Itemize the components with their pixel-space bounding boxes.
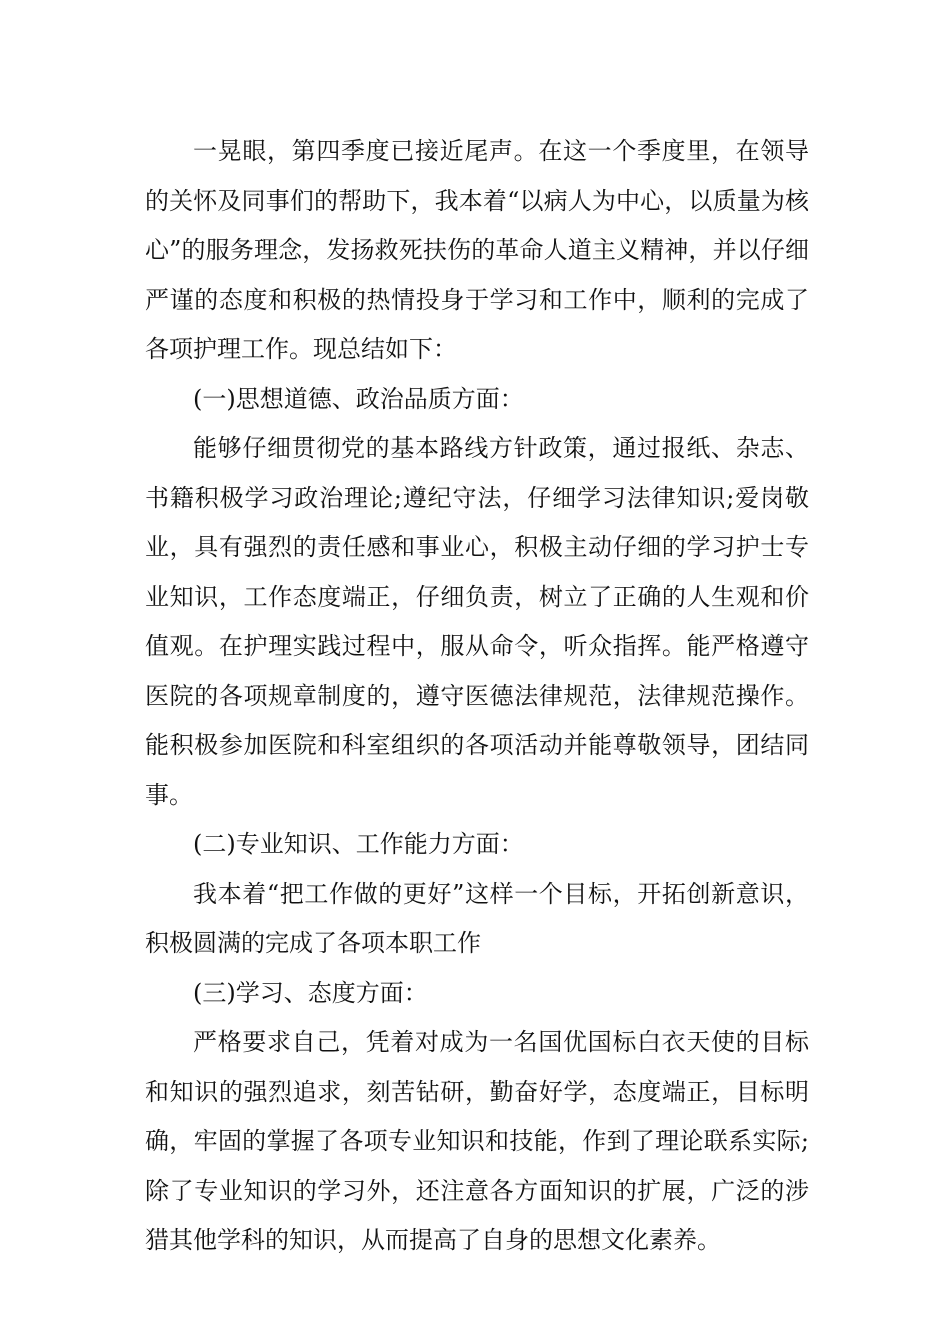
document-body: [145, 127, 809, 1266]
section-heading-study-attitude: (三)学习、态度方面：: [193, 978, 428, 1007]
section-heading-professional-ability: (二)专业知识、工作能力方面：: [193, 830, 524, 858]
paragraph-professional-ability: 我本着“把工作做的更好”这样一个目标，开拓创新意识，积极圆满的完成了各项本职工作: [145, 879, 809, 957]
paragraph-study-attitude: 严格要求自己，凭着对成为一名国优国标白衣天使的目标和知识的强烈追求，刻苦钻研，勤奋好学，态度端正，目标明确，牢固的掌握了各项专业知识和技能，作到了理论联系实际;除了专业知识的学习外，还注意各方面知识的扩展，广泛的涉猎其他学科的知识，从而提高了自身的思想文化素养。: [145, 1028, 809, 1254]
paragraph-intro: 一晃眼，第四季度已接近尾声。在这一个季度里，在领导的关怀及同事们的帮助下，我本着“以病人为中心，以质量为核心”的服务理念，发扬救死扶伤的革命人道主义精神，并以仔细严谨的态度和积极的热情投身于学习和工作中，顺利的完成了各项护理工作。现总结如下：: [145, 137, 809, 363]
section-heading-moral-political: (一)思想道德、政治品质方面：: [193, 384, 524, 413]
paragraph-moral-political: 能够仔细贯彻党的基本路线方针政策，通过报纸、杂志、书籍积极学习政治理论;遵纪守法，仔细学习法律知识;爱岗敬业，具有强烈的责任感和事业心，积极主动仔细的学习护士专业知识，工作态度端正，仔细负责，树立了正确的人生观和价值观。在护理实践过程中，服从命令，听众指挥。能严格遵守医院的各项规章制度的，遵守医德法律规范，法律规范操作。能积极参加医院和科室组织的各项活动并能尊敬领导，团结同事。: [145, 434, 809, 809]
